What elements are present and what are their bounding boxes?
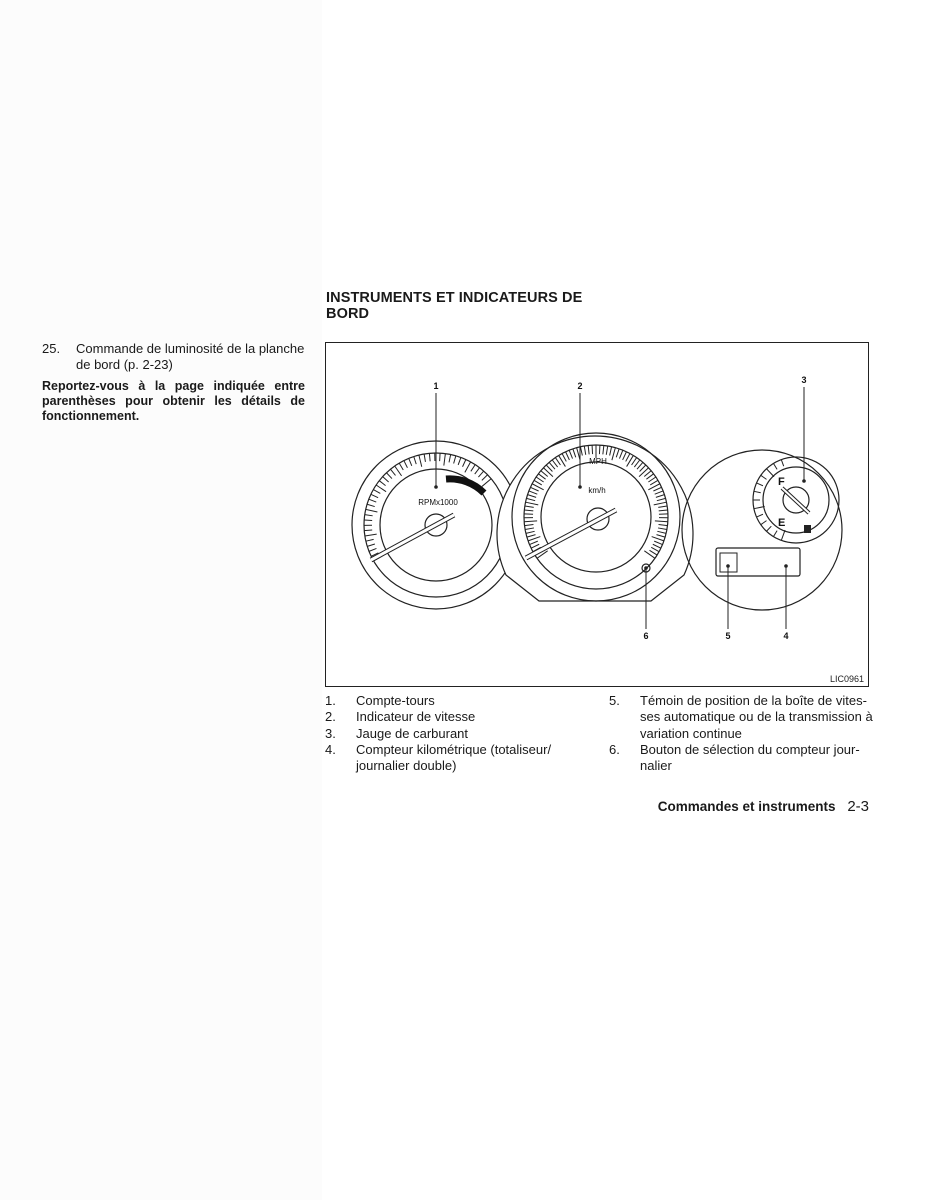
left-column [42, 341, 305, 424]
gauge-tick [376, 485, 386, 492]
gauge-tick [757, 483, 763, 486]
gauge-tick [478, 471, 483, 477]
gauge-tick [781, 530, 785, 540]
legend-number: 5. [609, 693, 620, 708]
gauge-tick [458, 457, 461, 465]
legend-text: nalier [640, 758, 672, 774]
gauge-tick [367, 544, 375, 546]
gauge-tick [409, 458, 412, 465]
legend-text: Bouton de sélection du compteur jour- [640, 741, 860, 757]
gauge-tick [761, 521, 767, 525]
gauge-tick [364, 520, 372, 521]
list-item-text-line2: de bord (p. 2-23) [76, 357, 173, 372]
callout-3: 3 [801, 375, 807, 385]
speed-label-mph: MPH [589, 457, 607, 466]
gauge-tick [465, 462, 471, 473]
gauge-tick [365, 534, 377, 536]
gauge-tick [471, 465, 475, 472]
legend-text: Compteur kilométrique (totaliseur/ [356, 741, 552, 757]
legend-left [325, 693, 595, 774]
instrument-cluster-figure [325, 342, 869, 687]
gauge-tick [404, 461, 408, 468]
legend-item [325, 693, 595, 709]
gauge-tick [773, 463, 777, 469]
page-margin-shade [0, 0, 322, 1200]
gauge-tick [773, 531, 777, 537]
gauge-tick [766, 526, 771, 531]
gauge-tick [781, 460, 783, 467]
section-title-line2: BORD [326, 306, 370, 322]
gauge-tick [369, 548, 376, 551]
legend-number: 3. [325, 725, 336, 741]
gauge-tick [399, 463, 403, 470]
gauge-tick [444, 454, 446, 466]
gauge-tick [386, 473, 392, 479]
gauge-tick [766, 469, 774, 477]
gauge-tick [454, 456, 456, 464]
fuel-and-display-gauge [682, 450, 842, 610]
legend-text: journalier double) [356, 758, 457, 774]
gauge-tick [379, 481, 385, 486]
list-item [42, 341, 305, 373]
gauge-tick [482, 475, 488, 481]
callout-6: 6 [643, 631, 649, 641]
gauge-tick [367, 504, 375, 506]
gauge-tick [424, 454, 425, 462]
legend-item [609, 693, 879, 742]
speed-label-kmh: km/h [588, 486, 606, 495]
gauge-tick [754, 506, 765, 508]
page-footer [658, 798, 869, 815]
gauge-tick [366, 539, 374, 541]
legend-text: Jauge de carburant [356, 725, 469, 741]
section-title-line1: INSTRUMENTS ET INDICATEURS DE [326, 290, 583, 306]
instrument-cluster-illustration [326, 343, 868, 686]
gauge-tick [449, 455, 451, 463]
legend-item [325, 709, 595, 725]
callout-2: 2 [577, 381, 583, 391]
legend-number: 6. [609, 741, 620, 757]
gauge-tick [429, 453, 430, 461]
gauge-tick [371, 494, 378, 497]
callout-4: 4 [783, 631, 789, 641]
list-item-number: 25. [42, 341, 61, 356]
gauge-tick [482, 479, 491, 487]
gauge-tick [761, 475, 767, 479]
legend-text: Indicateur de vitesse [356, 709, 476, 725]
legend-item [325, 726, 595, 742]
fuel-empty-label: E [778, 517, 786, 529]
callout-5: 5 [725, 631, 731, 641]
gauge-tick [365, 515, 373, 516]
legend-item [609, 742, 879, 775]
gauge-tick [463, 459, 466, 466]
page-number: 2-3 [847, 798, 869, 815]
legend-number: 4. [325, 741, 336, 757]
fuel-full-label: F [778, 476, 785, 488]
gauge-tick [364, 530, 372, 531]
gauge-tick [366, 509, 378, 512]
legend-text: variation continue [640, 725, 742, 741]
reference-note: Reportez-vous à la page indiquée entre parenthèses pour obtenir les détails de fonctionnement. [42, 379, 305, 423]
legend-number: 1. [325, 693, 336, 708]
legend-text: Témoin de position de la boîte de vites- [640, 693, 867, 708]
gauge-tick [395, 466, 402, 476]
list-item-text-line1: Commande de luminosité de la planche [76, 341, 305, 356]
legend-item [325, 742, 595, 775]
legend-text: Compte-tours [356, 693, 435, 708]
legend-number: 2. [325, 709, 336, 725]
gauge-tick [414, 457, 416, 465]
gauge-tick [369, 499, 376, 502]
legend-right [609, 693, 879, 774]
tachometer-label: RPMx1000 [418, 498, 458, 507]
gauge-tick [373, 490, 380, 494]
section-title [326, 290, 616, 322]
gauge-tick [754, 491, 761, 492]
figure-code: LIC0961 [829, 674, 864, 684]
gauge-tick [475, 468, 480, 474]
gauge-tick [419, 455, 422, 467]
gauge-tick [383, 477, 389, 482]
callout-1: 1 [433, 381, 439, 391]
gauge-tick [757, 514, 763, 517]
gauge-tick [390, 469, 395, 475]
legend-text: ses automatique ou de la transmission à [640, 709, 873, 725]
footer-section-name: Commandes et instruments [657, 799, 836, 814]
